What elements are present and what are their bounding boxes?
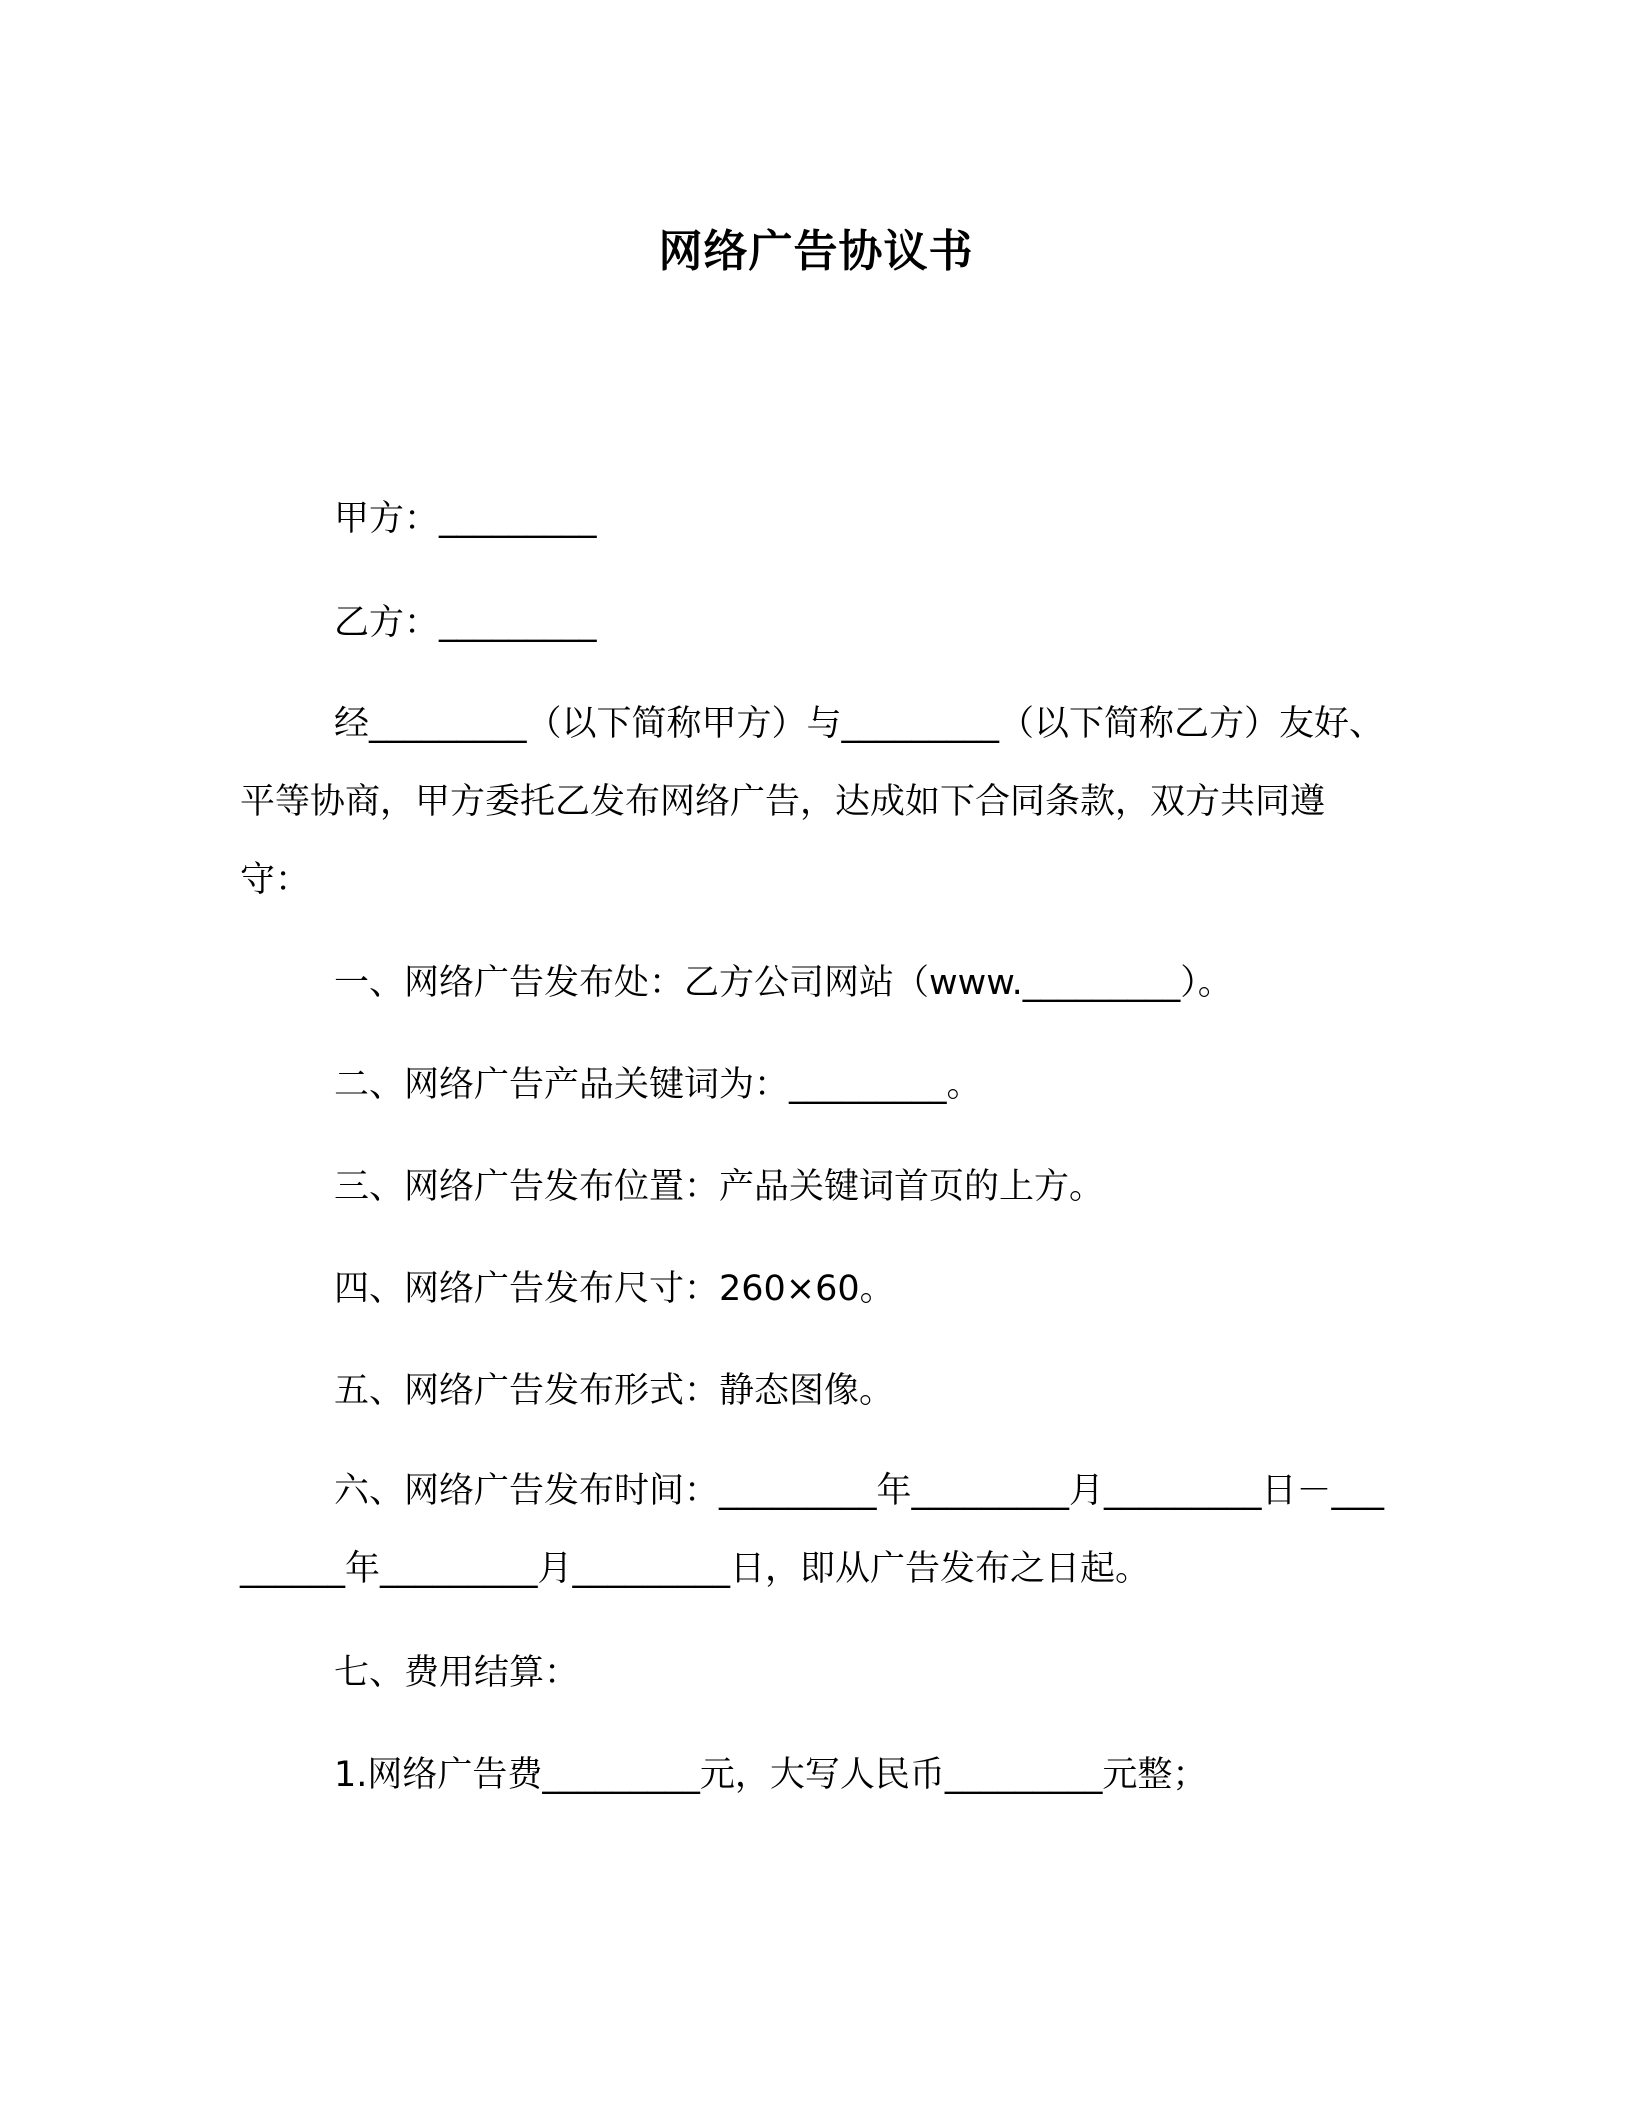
clause-4: 四、网络广告发布尺寸：260×60。: [334, 1269, 895, 1309]
clause-6: 六、网络广告发布时间：_________年_________月_________日－_________年_________月_________日，即从广告发布之日起。: [240, 1471, 1385, 1589]
clause-7: 七、费用结算：: [334, 1653, 580, 1693]
party-a-line: 甲方：_________: [334, 499, 597, 539]
clause-5: 五、网络广告发布形式：静态图像。: [334, 1371, 895, 1411]
intro-paragraph: 经_________（以下简称甲方）与_________（以下简称乙方）友好、平等协商，甲方委托乙发布网络广告，达成如下合同条款，双方共同遵守：: [240, 704, 1385, 900]
clause-7-item-1: 1.网络广告费_________元，大写人民币_________元整；: [334, 1755, 1208, 1795]
clause-1: 一、网络广告发布处：乙方公司网站（www._________）。: [334, 963, 1233, 1003]
document-title: 网络广告协议书: [658, 226, 974, 277]
clause-2: 二、网络广告产品关键词为：_________。: [334, 1065, 982, 1105]
party-b-line: 乙方：_________: [334, 603, 597, 643]
clause-3: 三、网络广告发布位置：产品关键词首页的上方。: [334, 1167, 1105, 1207]
